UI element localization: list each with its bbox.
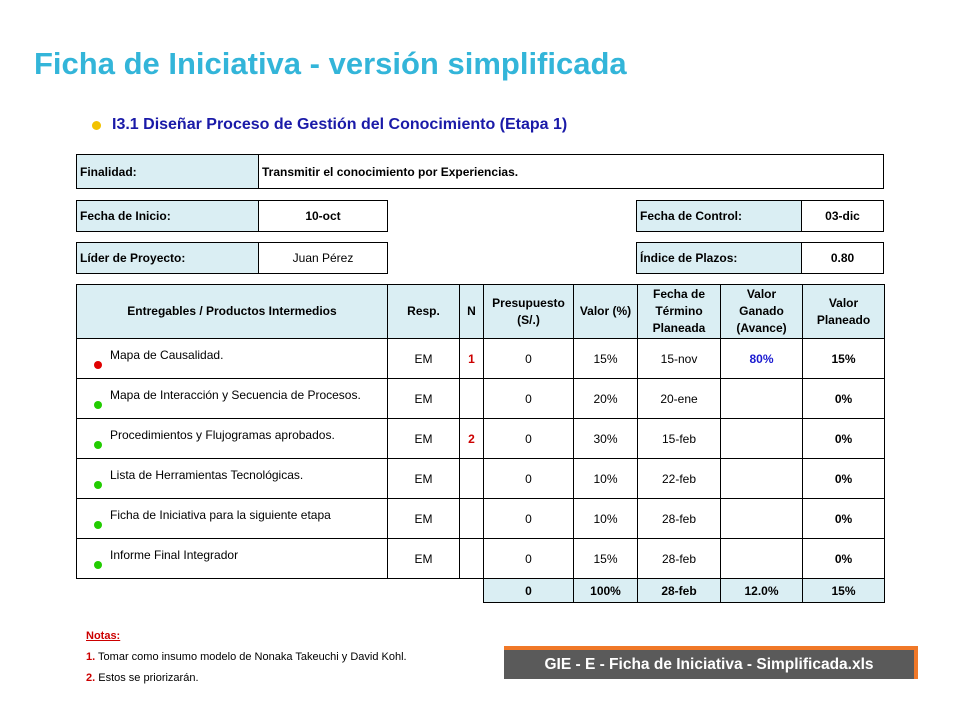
n-cell <box>460 379 484 419</box>
page-title: Ficha de Iniciativa - versión simplificada <box>34 46 627 81</box>
deliverable-cell: Lista de Herramientas Tecnológicas. <box>77 459 388 499</box>
col-header-ganado: Valor Ganado (Avance) <box>721 285 803 339</box>
fecha-cell: 28-feb <box>638 499 721 539</box>
indice-value: 0.80 <box>801 242 884 274</box>
deliverable-cell: Informe Final Integrador <box>77 539 388 579</box>
fecha-control-value: 03-dic <box>801 200 884 232</box>
total-planeado: 15% <box>803 579 885 603</box>
valor-cell: 30% <box>574 419 638 459</box>
fecha-cell: 22-feb <box>638 459 721 499</box>
resp-cell: EM <box>388 539 460 579</box>
ganado-cell <box>721 459 803 499</box>
presupuesto-cell: 0 <box>484 499 574 539</box>
resp-cell: EM <box>388 339 460 379</box>
status-dot-icon <box>94 521 102 529</box>
presupuesto-cell: 0 <box>484 539 574 579</box>
initiative-subtitle: I3.1 Diseñar Proceso de Gestión del Conocimiento (Etapa 1) <box>112 116 568 133</box>
planeado-cell: 0% <box>803 499 885 539</box>
file-name-badge: GIE - E - Ficha de Iniciativa - Simplificada.xls <box>504 646 918 679</box>
deliverable-cell: Ficha de Iniciativa para la siguiente etapa <box>77 499 388 539</box>
table-header-row <box>77 285 885 339</box>
status-dot-icon <box>94 401 102 409</box>
deliverable-cell: Mapa de Causalidad. <box>77 339 388 379</box>
status-dot-icon <box>94 561 102 569</box>
ganado-cell <box>721 539 803 579</box>
fecha-cell: 15-nov <box>638 339 721 379</box>
n-cell <box>460 499 484 539</box>
col-header-presupuesto: Presupuesto (S/.) <box>484 285 574 339</box>
table-row <box>77 459 885 499</box>
planeado-cell: 15% <box>803 339 885 379</box>
valor-cell: 15% <box>574 539 638 579</box>
valor-cell: 20% <box>574 379 638 419</box>
table-row <box>77 499 885 539</box>
deliverable-cell: Procedimientos y Flujogramas aprobados. <box>77 419 388 459</box>
notes-heading: Notas: <box>86 630 121 642</box>
fecha-cell: 15-feb <box>638 419 721 459</box>
planeado-cell: 0% <box>803 459 885 499</box>
status-dot-icon <box>94 441 102 449</box>
planeado-cell: 0% <box>803 539 885 579</box>
total-presupuesto: 0 <box>484 579 574 603</box>
planeado-cell: 0% <box>803 419 885 459</box>
indice-label: Índice de Plazos: <box>636 242 802 274</box>
total-fecha: 28-feb <box>638 579 721 603</box>
n-cell: 1 <box>460 339 484 379</box>
lider-label: Líder de Proyecto: <box>76 242 259 274</box>
fecha-cell: 20-ene <box>638 379 721 419</box>
lider-value: Juan Pérez <box>258 242 388 274</box>
total-valor: 100% <box>574 579 638 603</box>
deliverable-cell: Mapa de Interacción y Secuencia de Procesos. <box>77 379 388 419</box>
fecha-control-label: Fecha de Control: <box>636 200 802 232</box>
deliverables-table <box>76 284 885 603</box>
presupuesto-cell: 0 <box>484 339 574 379</box>
totals-row <box>77 579 885 603</box>
finalidad-label: Finalidad: <box>76 154 259 189</box>
n-cell <box>460 459 484 499</box>
ganado-cell <box>721 379 803 419</box>
resp-cell: EM <box>388 379 460 419</box>
bullet-icon <box>92 121 101 130</box>
presupuesto-cell: 0 <box>484 419 574 459</box>
table-row <box>77 539 885 579</box>
resp-cell: EM <box>388 459 460 499</box>
fecha-inicio-label: Fecha de Inicio: <box>76 200 259 232</box>
col-header-planeado: Valor Planeado <box>803 285 885 339</box>
notes-section <box>86 626 407 689</box>
total-ganado: 12.0% <box>721 579 803 603</box>
col-header-entregables: Entregables / Productos Intermedios <box>77 285 388 339</box>
ganado-cell <box>721 419 803 459</box>
status-dot-icon <box>94 481 102 489</box>
table-row <box>77 339 885 379</box>
note-2: 2. Estos se priorizarán. <box>86 672 199 684</box>
presupuesto-cell: 0 <box>484 379 574 419</box>
valor-cell: 10% <box>574 499 638 539</box>
ganado-cell: 80% <box>721 339 803 379</box>
n-cell <box>460 539 484 579</box>
col-header-valor: Valor (%) <box>574 285 638 339</box>
table-row <box>77 419 885 459</box>
fecha-cell: 28-feb <box>638 539 721 579</box>
planeado-cell: 0% <box>803 379 885 419</box>
valor-cell: 15% <box>574 339 638 379</box>
note-1: 1. Tomar como insumo modelo de Nonaka Takeuchi y David Kohl. <box>86 651 407 663</box>
status-dot-icon <box>94 361 102 369</box>
resp-cell: EM <box>388 499 460 539</box>
col-header-fecha: Fecha de Término Planeada <box>638 285 721 339</box>
resp-cell: EM <box>388 419 460 459</box>
presupuesto-cell: 0 <box>484 459 574 499</box>
fecha-inicio-value: 10-oct <box>258 200 388 232</box>
n-cell: 2 <box>460 419 484 459</box>
col-header-n: N <box>460 285 484 339</box>
table-row <box>77 379 885 419</box>
ganado-cell <box>721 499 803 539</box>
col-header-resp: Resp. <box>388 285 460 339</box>
finalidad-value: Transmitir el conocimiento por Experiencias. <box>258 154 884 189</box>
valor-cell: 10% <box>574 459 638 499</box>
